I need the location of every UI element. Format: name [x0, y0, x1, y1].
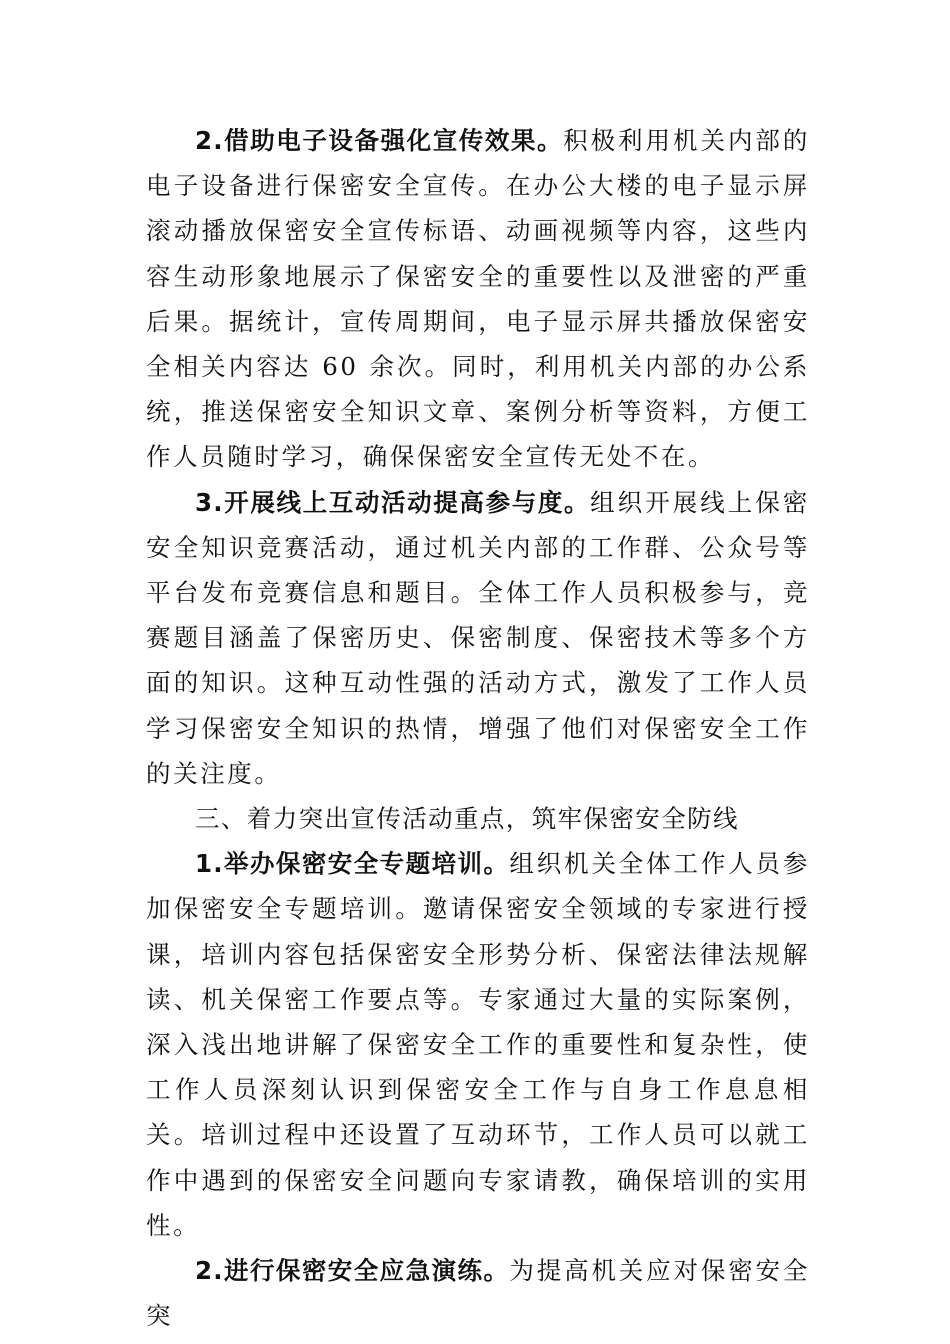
paragraph-lead: 1.举办保密安全专题培训。	[195, 849, 510, 879]
section-heading: 三、着力突出宣传活动重点，筑牢保密安全防线	[195, 804, 739, 834]
paragraph-text: 积极利用机关内部的电子设备进行保密安全宣传。在办公大楼的电子显示屏滚动播放保密安全宣传标语、动画视频等内容，这些内容生动形象地展示了保密安全的重要性以及泄密的严重后果。据统计，宣传周期间，电子显示屏共播放保密安全相关内容达 60 余次。同时，利用机关内部的办公系统，推送保密安全知识文章、案例分析等资料，方便工作人员随时学习，确保保密安全宣传无处不在。	[146, 126, 810, 472]
paragraph-lead: 2.借助电子设备强化宣传效果。	[195, 126, 564, 155]
document-body	[146, 118, 810, 1338]
paragraph-lead: 3.开展线上互动活动提高参与度。	[195, 487, 591, 517]
paragraph-online-activities	[146, 480, 810, 796]
paragraph-text: 为提高机关应对保密安全突	[146, 1256, 810, 1331]
paragraph-lead: 2.进行保密安全应急演练。	[195, 1256, 510, 1286]
paragraph-emergency-drill	[146, 1248, 810, 1338]
paragraph-electronic-devices	[146, 118, 810, 480]
paragraph-text: 组织开展线上保密安全知识竞赛活动，通过机关内部的工作群、公众号等平台发布竞赛信息和题目。全体工作人员积极参与，竞赛题目涵盖了保密历史、保密制度、保密技术等多个方面的知识。这种互动性强的活动方式，激发了工作人员学习保密安全知识的热情，增强了他们对保密安全工作的关注度。	[146, 487, 810, 788]
paragraph-special-training	[146, 841, 810, 1248]
paragraph-text: 组织机关全体工作人员参加保密安全专题培训。邀请保密安全领域的专家进行授课，培训内容包括保密安全形势分析、保密法律法规解读、机关保密工作要点等。专家通过大量的实际案例，深入浅出地讲解了保密安全工作的重要性和复杂性，使工作人员深刻认识到保密安全工作与自身工作息息相关。培训过程中还设置了互动环节，工作人员可以就工作中遇到的保密安全问题向专家请教，确保培训的实用性。	[146, 849, 810, 1240]
